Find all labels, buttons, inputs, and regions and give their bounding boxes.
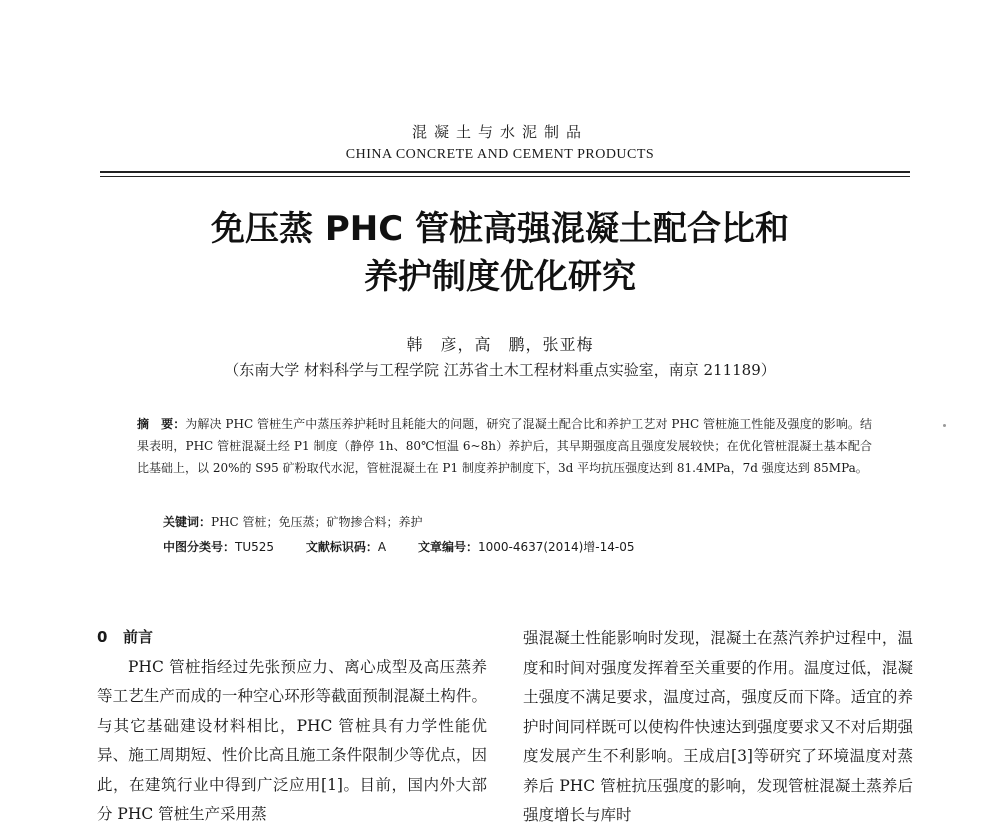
paper-title: [0, 205, 1000, 301]
journal-name-en: CHINA CONCRETE AND CEMENT PRODUCTS: [345, 147, 655, 162]
article-no-label: 文章编号：: [417, 540, 478, 554]
clc-value: TU525: [235, 540, 275, 554]
header-rule-thin: [100, 176, 910, 177]
abstract-text: 为解决 PHC 管桩生产中蒸压养护耗时且耗能大的问题，研究了混凝土配合比和养护工艺对 PHC 管桩施工性能及强度的影响。结果表明，PHC 管桩混凝土经 P1 制度（静停 1h、80℃恒温 6~8h）养护后，其早期强度高且强度发展较快；在优化管桩混凝土基本配合比基础上，以 20%的 S95 矿粉取代水泥，管桩混凝土在 P1 制度养护制度下，3d 平均抗压强度达到 81.4MPa，7d 强度达到 85MPa。: [137, 417, 872, 475]
clc-number: [163, 540, 274, 554]
paper-affiliation: （东南大学 材料科学与工程学院 江苏省土木工程材料重点实验室，南京 211189）: [224, 361, 776, 379]
abstract-label: 摘 要：: [137, 417, 186, 431]
clc-label: 中图分类号：: [163, 540, 236, 554]
keywords-text: PHC 管桩；免压蒸；矿物掺合料；养护: [211, 515, 423, 529]
keywords-label: 关键词：: [163, 515, 212, 529]
paper-authors: 韩 彦，高 鹏，张亚梅: [406, 335, 594, 354]
article-number: [418, 540, 635, 554]
doc-code-label: 文献标识码：: [305, 540, 378, 554]
section-heading: [97, 623, 487, 653]
body-paragraph-left: PHC 管桩指经过先张预应力、离心成型及高压蒸养等工艺生产而成的一种空心环形等截面预制混凝土构件。与其它基础建设材料相比，PHC 管桩具有力学性能优异、施工周期短、性价比高且施工条件限制少等优点，因此，在建筑行业中得到广泛应用[1]。目前，国内外大部分 PHC 管桩生产采用蒸: [97, 657, 487, 823]
article-meta: [163, 538, 883, 555]
journal-name-cn: 混凝土与水泥制品: [411, 123, 588, 141]
keywords: [163, 513, 863, 530]
scan-speck: [943, 424, 946, 427]
section-title: 前言: [123, 628, 154, 646]
body-column-right: [523, 624, 913, 831]
paper-title-line2: 养护制度优化研究: [364, 257, 636, 297]
abstract: [137, 413, 872, 479]
article-no-value: 1000-4637(2014)增-14-05: [477, 540, 635, 554]
section-number: 0: [97, 628, 108, 646]
doc-code-value: A: [377, 540, 387, 554]
body-column-left: [97, 623, 487, 830]
body-paragraph-right: 强混凝土性能影响时发现，混凝土在蒸汽养护过程中，温度和时间对强度发挥着至关重要的作用。温度过低，混凝土强度不满足要求，温度过高，强度反而下降。适宜的养护时间同样既可以使构件快速达到强度要求又不对后期强度发展产生不利影响。王成启[3]等研究了环境温度对蒸养后 PHC 管桩抗压强度的影响，发现管桩混凝土蒸养后强度增长与库时: [523, 629, 913, 824]
paper-title-line1: 免压蒸 PHC 管桩高强混凝土配合比和: [211, 209, 789, 249]
header-rule-thick: [100, 171, 910, 173]
document-code: [306, 540, 386, 554]
